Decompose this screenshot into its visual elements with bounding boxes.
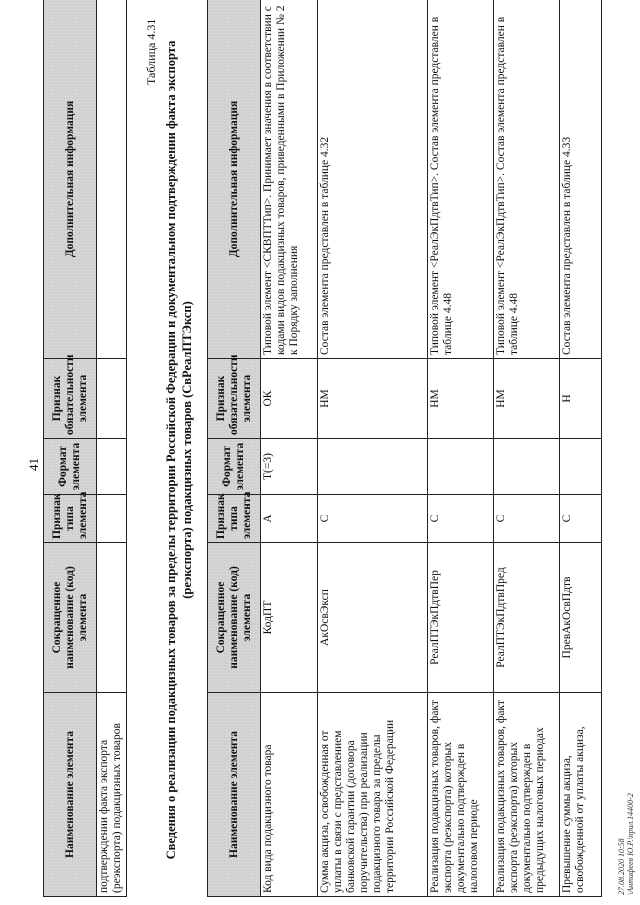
header-format: Формат элемента	[208, 439, 261, 495]
header-required: Признак обязательности элемента	[44, 359, 97, 439]
cell-required: НМ	[428, 359, 494, 439]
cell-short	[97, 543, 127, 693]
cell-info: Типовой элемент <СКВПТТип>. Принимает значения в соответствии с кодами видов подакцизных товаров, приведенными в Приложении № 2 к Порядку заполнения	[261, 0, 318, 359]
table-row	[97, 0, 127, 897]
page-number: 41	[26, 458, 41, 471]
cell-type: С	[560, 495, 602, 543]
header-name: Наименование элемента	[44, 693, 97, 897]
cell-info: Типовой элемент <РеалЭкПдтвТип>. Состав элемента представлен в таблице 4.48	[494, 0, 560, 359]
header-type: Признак типа элемента	[208, 495, 261, 543]
cell-format	[494, 439, 560, 495]
table-number: Таблица 4.31	[144, 18, 158, 85]
cell-short: РеалПТЭкПдтвПер	[428, 543, 494, 693]
cell-required	[97, 359, 127, 439]
cell-info: Состав элемента представлен в таблице 4.32	[318, 0, 428, 359]
table-row	[428, 0, 494, 897]
table-row	[494, 0, 560, 897]
table-main-header	[208, 0, 261, 897]
footer-line-1: 27.08.2020 10:58	[617, 838, 626, 895]
cell-format: T(=3)	[261, 439, 318, 495]
cell-info: Состав элемента представлен в таблице 4.33	[560, 0, 602, 359]
cell-type	[97, 495, 127, 543]
table-row	[560, 0, 602, 897]
table-row	[318, 0, 428, 897]
cell-short: АкОсвЭксп	[318, 543, 428, 693]
cell-format	[428, 439, 494, 495]
cell-required: НМ	[494, 359, 560, 439]
cell-format	[318, 439, 428, 495]
cell-short: КодПТ	[261, 543, 318, 693]
header-format: Формат элемента	[44, 439, 97, 495]
table-row	[261, 0, 318, 897]
cell-type: С	[494, 495, 560, 543]
cell-required: ОК	[261, 359, 318, 439]
cell-short: РеалПТЭкПдтвПред	[494, 543, 560, 693]
cell-type: А	[261, 495, 318, 543]
table-top-header	[44, 0, 97, 897]
header-short: Сокращенное наименование (код) элемента	[208, 543, 261, 693]
header-info: Дополнительная информация	[208, 0, 261, 359]
cell-required: НМ	[318, 359, 428, 439]
cell-format	[560, 439, 602, 495]
cell-name: Код вида подакцизного товара	[261, 693, 318, 897]
cell-name: Сумма акциза, освобожденная от уплаты в связи с представлением банковской гарантии (договора поручительства) при реализации подакцизного товара за пределы территории Российской Федерации	[318, 693, 428, 897]
header-info: Дополнительная информация	[44, 0, 97, 359]
cell-type: С	[318, 495, 428, 543]
table-caption: Сведения о реализации подакцизных товаров за пределы территории Российской Федерации и документальном подтверждении факта экспорта (реэкспорта) подакцизных товаров (СвРеалПТЭксп)	[164, 40, 194, 860]
header-name: Наименование элемента	[208, 693, 261, 897]
cell-name: Реализация подакцизных товаров, факт экспорта (реэкспорта) которых документально подтвержден в предыдущих налоговых периодах	[494, 693, 560, 897]
cell-name: Превышение суммы акциза, освобожденной от уплаты акциза,	[560, 693, 602, 897]
cell-info	[97, 0, 127, 359]
footer-stamp	[617, 793, 635, 895]
cell-required: Н	[560, 359, 602, 439]
cell-info: Типовой элемент <РеалЭкПдтвТип>. Состав элемента представлен в таблице 4.48	[428, 0, 494, 359]
header-short: Сокращенное наименование (код) элемента	[44, 543, 97, 693]
cell-name: Реализация подакцизных товаров, факт экспорта (реэкспорта) которых документально подтвержден в налоговом периоде	[428, 693, 494, 897]
cell-name: подтверждении факта экспорта (реэкспорта) подакцизных товаров	[97, 693, 127, 897]
footer-line-2: \Антифеев Ю.Р.\прил.14400-2	[626, 793, 635, 895]
table-top	[43, 0, 127, 897]
header-required: Признак обязательности элемента	[208, 359, 261, 439]
cell-type: С	[428, 495, 494, 543]
header-type: Признак типа элемента	[44, 495, 97, 543]
cell-short: ПревАкОсвПдтв	[560, 543, 602, 693]
cell-format	[97, 439, 127, 495]
table-main	[207, 0, 602, 897]
